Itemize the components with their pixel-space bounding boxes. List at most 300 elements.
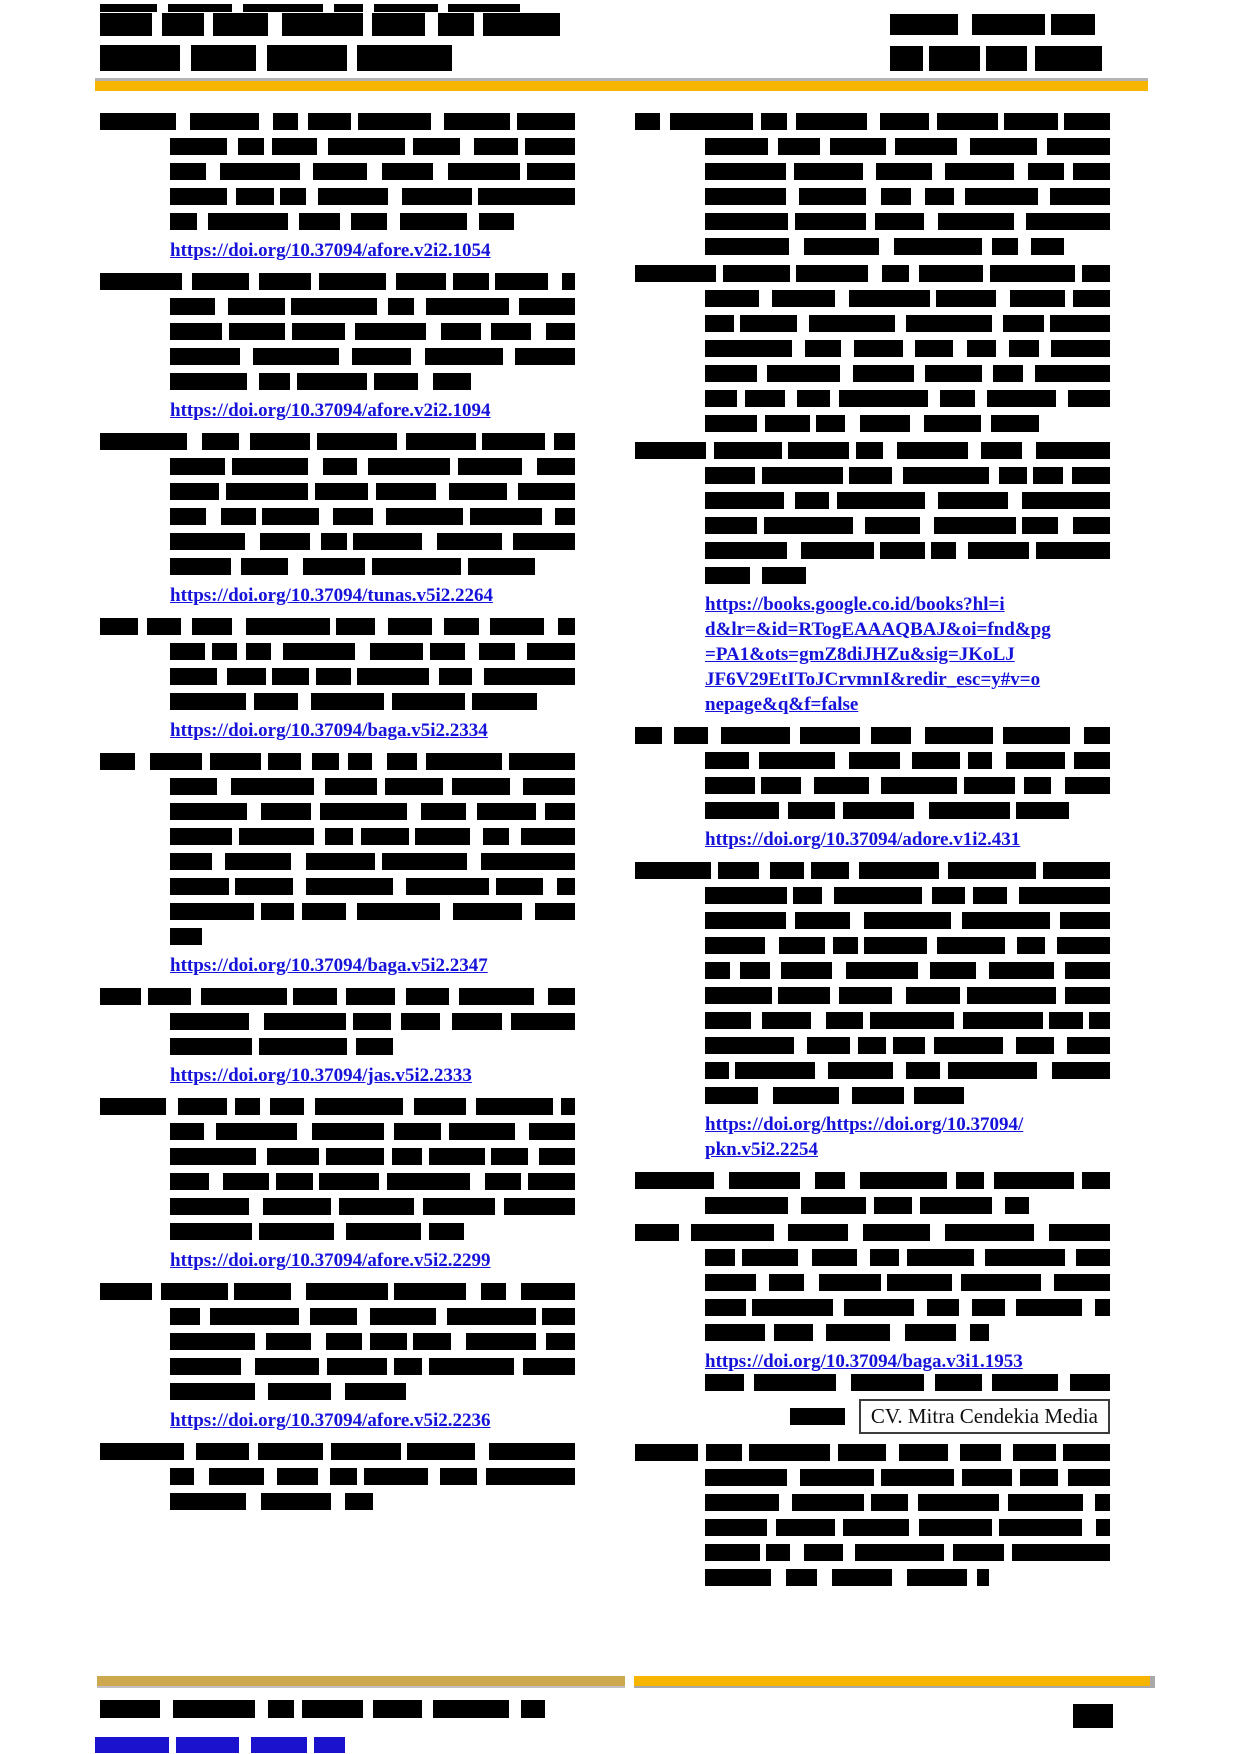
redacted-word (327, 1358, 387, 1375)
redacted-word (272, 668, 309, 685)
redacted-word (795, 912, 850, 929)
redacted-word (1060, 912, 1110, 929)
redacted-word (170, 1333, 255, 1350)
redacted-word (705, 1469, 787, 1486)
redacted-word (635, 1444, 698, 1461)
redacted-word (525, 138, 575, 155)
redacted-word (223, 1173, 269, 1190)
references-column-left (100, 113, 575, 1596)
doi-link[interactable]: https://doi.org/10.37094/baga.v5i2.2347 (170, 955, 488, 976)
redacted-word (752, 1299, 833, 1316)
redacted-word (361, 828, 409, 845)
reference-entry (635, 1172, 1110, 1214)
redacted-word (809, 315, 895, 332)
redacted-word (1035, 365, 1110, 382)
redacted-word (776, 1519, 835, 1536)
doi-link[interactable]: pkn.v5i2.2254 (705, 1139, 818, 1160)
redacted-word (425, 348, 503, 365)
redacted-word (705, 1544, 760, 1561)
redacted-word (843, 802, 914, 819)
redacted-word (940, 390, 975, 407)
redacted-word (353, 533, 422, 550)
redacted-word (394, 1283, 466, 1300)
redacted-word (705, 340, 792, 357)
redacted-word (161, 1283, 228, 1300)
redacted-word (406, 878, 489, 895)
redacted-word (837, 492, 925, 509)
redacted-word (192, 273, 249, 290)
redacted-word (1009, 340, 1039, 357)
redacted-word (1051, 14, 1095, 35)
redacted-word (906, 315, 992, 332)
redacted-word (227, 668, 266, 685)
redacted-word (254, 693, 298, 710)
redacted-word (718, 862, 759, 879)
header-top-strip-redacted (100, 4, 520, 12)
redacted-word (483, 13, 560, 36)
redacted-word (255, 1358, 319, 1375)
redacted-word (401, 1013, 440, 1030)
redacted-word (856, 442, 883, 459)
redacted-text-line (705, 467, 1110, 484)
redacted-word (765, 415, 810, 432)
redacted-word (396, 273, 446, 290)
redacted-word (705, 492, 784, 509)
redacted-text-line (705, 1299, 1110, 1316)
redacted-word (345, 1383, 406, 1400)
redacted-word (796, 265, 868, 282)
redacted-word (705, 1569, 771, 1586)
redacted-word (992, 238, 1018, 255)
redacted-word (1012, 1544, 1110, 1561)
redacted-word (325, 828, 353, 845)
redacted-word (855, 1544, 944, 1561)
redacted-text-line (170, 373, 494, 390)
redacted-word (392, 693, 465, 710)
redacted-text-line (705, 492, 1110, 509)
redacted-word (795, 492, 829, 509)
redacted-word (1065, 962, 1110, 979)
redacted-word (985, 1249, 1065, 1266)
redacted-word (705, 1299, 746, 1316)
redacted-word (333, 508, 373, 525)
redacted-word (468, 558, 535, 575)
redacted-word (705, 777, 755, 794)
redacted-text-line (170, 1223, 474, 1240)
redacted-text-line (705, 138, 1110, 155)
redacted-word (1022, 492, 1110, 509)
redacted-word (1003, 315, 1044, 332)
doi-link[interactable]: https://doi.org/10.37094/adore.v1i2.431 (705, 829, 1021, 850)
redacted-word (238, 138, 264, 155)
redacted-word (170, 853, 212, 870)
redacted-word (319, 273, 386, 290)
redacted-word (170, 1308, 200, 1325)
redacted-word (216, 1123, 297, 1140)
redacted-word (370, 1333, 407, 1350)
redacted-text-line (705, 1037, 1110, 1054)
redacted-word (334, 4, 363, 12)
redacted-text-line (170, 1038, 393, 1055)
redacted-word (761, 113, 787, 130)
redacted-word (439, 668, 472, 685)
redacted-word (705, 1087, 758, 1104)
redacted-word (705, 1374, 744, 1391)
redacted-word (788, 442, 849, 459)
redacted-word (965, 188, 1038, 205)
redacted-word (312, 1123, 384, 1140)
redacted-word (858, 1037, 886, 1054)
redacted-word (170, 1013, 249, 1030)
redacted-word (521, 1283, 575, 1300)
redacted-word (100, 273, 182, 290)
redacted-text-line (705, 987, 1110, 1004)
redacted-word (674, 727, 708, 744)
doi-link[interactable]: =PA1&ots=gmZ8diJHZu&sig=JKoLJ (705, 644, 1015, 665)
redacted-text-line (705, 415, 1049, 432)
redacted-word (264, 1013, 346, 1030)
redacted-word (170, 1198, 249, 1215)
redacted-word (635, 265, 716, 282)
redacted-word (170, 533, 245, 550)
redacted-word (176, 1737, 239, 1753)
redacted-word (299, 213, 340, 230)
redacted-text-line (705, 340, 1110, 357)
redacted-word (251, 1737, 307, 1753)
doi-link[interactable]: https://doi.org/10.37094/afore.v2i2.1054 (170, 240, 491, 261)
doi-link[interactable]: https://doi.org/10.37094/jas.v5i2.2333 (170, 1065, 472, 1086)
redacted-word (999, 467, 1027, 484)
redacted-word (740, 962, 770, 979)
redacted-word (778, 138, 820, 155)
redacted-word (705, 1249, 735, 1266)
redacted-word (545, 803, 575, 820)
redacted-word (346, 1223, 421, 1240)
redacted-word (846, 962, 918, 979)
redacted-word (887, 1274, 952, 1291)
doi-link[interactable]: https://doi.org/10.37094/baga.v5i2.2334 (170, 720, 488, 741)
redacted-word (705, 1494, 779, 1511)
redacted-word (370, 1308, 436, 1325)
doi-link[interactable]: https://doi.org/10.37094/baga.v3i1.1953 (705, 1351, 1023, 1372)
redacted-word (374, 4, 438, 12)
redacted-text-line (170, 213, 514, 230)
redacted-word (962, 912, 1050, 929)
redacted-word (387, 1173, 470, 1190)
redacted-word (528, 1173, 575, 1190)
redacted-text-line (100, 753, 575, 770)
redacted-word (721, 727, 790, 744)
redacted-word (477, 803, 536, 820)
redacted-word (192, 618, 232, 635)
reference-entry (100, 1443, 575, 1510)
redacted-word (259, 1223, 334, 1240)
redacted-word (466, 1333, 536, 1350)
footer-url-redacted[interactable] (95, 1737, 345, 1753)
redacted-word (170, 213, 197, 230)
redacted-word (635, 862, 711, 879)
redacted-word (875, 213, 924, 230)
reference-entry (635, 1444, 1110, 1586)
redacted-word (261, 903, 294, 920)
redacted-word (267, 1148, 319, 1165)
redacted-word (937, 113, 998, 130)
redacted-word (1026, 213, 1110, 230)
redacted-word (705, 1037, 794, 1054)
redacted-word (170, 373, 247, 390)
redacted-word (938, 213, 1014, 230)
redacted-text-line (170, 1383, 413, 1400)
redacted-word (790, 1408, 845, 1425)
redacted-text-line (705, 315, 1110, 332)
redacted-word (860, 1172, 947, 1189)
redacted-word (762, 567, 806, 584)
reference-entry (100, 113, 575, 263)
redacted-word (705, 1274, 756, 1291)
redacted-text-line (170, 1308, 575, 1325)
redacted-word (981, 442, 1022, 459)
redacted-word (970, 138, 1037, 155)
redacted-word (1072, 467, 1110, 484)
redacted-word (705, 365, 757, 382)
redacted-word (221, 508, 256, 525)
doi-link[interactable]: d&lr=&id=RTogEAAAQBAJ&oi=fnd&pg (705, 619, 1051, 640)
redacted-word (968, 542, 1029, 559)
redacted-word (987, 390, 1056, 407)
reference-entry (635, 1224, 1110, 1434)
redacted-word (925, 188, 954, 205)
publisher-row (705, 1399, 1110, 1434)
redacted-word (919, 265, 983, 282)
redacted-word (773, 1087, 839, 1104)
redacted-word (170, 1038, 252, 1055)
redacted-text-line (170, 803, 575, 820)
redacted-word (529, 1123, 575, 1140)
redacted-word (1036, 442, 1110, 459)
redacted-word (1017, 937, 1045, 954)
redacted-word (311, 693, 384, 710)
redacted-word (1067, 1037, 1110, 1054)
redacted-word (956, 1172, 984, 1189)
redacted-word (352, 348, 411, 365)
redacted-text-line (170, 558, 535, 575)
redacted-word (444, 618, 479, 635)
redacted-text-line (705, 1197, 1029, 1214)
redacted-word (481, 853, 575, 870)
redacted-word (262, 508, 319, 525)
redacted-word (705, 1519, 767, 1536)
redacted-word (635, 442, 706, 459)
redacted-word (210, 1308, 299, 1325)
redacted-word (339, 1198, 414, 1215)
redacted-word (382, 163, 433, 180)
redacted-word (770, 862, 804, 879)
redacted-word (1033, 467, 1063, 484)
redacted-word (1051, 340, 1110, 357)
doi-link[interactable]: JF6V29EtIToJCrvmnI&redir_esc=y#v=o (705, 669, 1041, 690)
redacted-word (774, 1324, 813, 1341)
redacted-word (229, 323, 285, 340)
redacted-word (414, 1098, 466, 1115)
redacted-word (302, 903, 346, 920)
redacted-word (881, 777, 957, 794)
reference-entry (635, 442, 1110, 717)
redacted-word (266, 1333, 311, 1350)
redacted-word (423, 1198, 495, 1215)
redacted-text-line (705, 1469, 1110, 1486)
redacted-text-line (705, 238, 1070, 255)
redacted-text-line (100, 1098, 575, 1115)
doi-link[interactable]: https://doi.org/https://doi.org/10.37094/ (705, 1114, 1024, 1135)
redacted-word (839, 390, 928, 407)
redacted-word (515, 348, 575, 365)
redacted-text-line (170, 163, 575, 180)
redacted-word (441, 323, 481, 340)
doi-link[interactable]: https://books.google.co.id/books?hl=i (705, 594, 1005, 615)
redacted-word (830, 138, 886, 155)
redacted-word (372, 13, 425, 36)
redacted-word (170, 298, 215, 315)
redacted-word (811, 862, 849, 879)
redacted-text-line (170, 1468, 575, 1485)
redacted-word (260, 533, 310, 550)
redacted-word (306, 878, 393, 895)
redacted-word (170, 1358, 241, 1375)
redacted-word (705, 517, 757, 534)
redacted-word (795, 213, 866, 230)
reference-entry (635, 727, 1110, 852)
redacted-word (170, 483, 219, 500)
redacted-word (859, 862, 939, 879)
redacted-word (1070, 1374, 1110, 1391)
redacted-text-line (705, 188, 1110, 205)
redacted-word (259, 1038, 347, 1055)
redacted-word (839, 987, 892, 1004)
redacted-text-line (170, 1333, 575, 1350)
redacted-word (938, 492, 1008, 509)
redacted-word (100, 433, 187, 450)
redacted-word (903, 467, 989, 484)
redacted-word (705, 887, 787, 904)
redacted-word (635, 1172, 714, 1189)
doi-link[interactable]: https://doi.org/10.37094/afore.v5i2.2236 (170, 1410, 491, 1431)
redacted-word (762, 467, 843, 484)
redacted-text-line (705, 567, 806, 584)
redacted-word (1016, 1299, 1082, 1316)
redacted-word (967, 340, 996, 357)
redacted-text-line (170, 668, 575, 685)
redacted-word (373, 1700, 422, 1718)
redacted-word (912, 752, 960, 769)
redacted-text-line (635, 727, 1110, 744)
redacted-word (326, 1148, 384, 1165)
redacted-word (170, 1173, 209, 1190)
redacted-word (306, 1283, 388, 1300)
redacted-word (740, 315, 797, 332)
redacted-word (277, 1468, 318, 1485)
redacted-word (523, 1358, 575, 1375)
redacted-text-line (705, 1544, 1110, 1561)
redacted-word (801, 542, 874, 559)
redacted-text-line (170, 508, 575, 525)
redacted-word (705, 163, 786, 180)
redacted-word (440, 1468, 477, 1485)
doi-link[interactable]: nepage&q&f=false (705, 694, 859, 715)
footer-rule-right (634, 1676, 1155, 1688)
redacted-word (705, 315, 734, 332)
redacted-word (561, 1098, 575, 1115)
redacted-word (814, 777, 869, 794)
header-rule (95, 78, 1148, 91)
redacted-word (202, 433, 239, 450)
redacted-word (320, 803, 407, 820)
doi-link[interactable]: https://doi.org/10.37094/afore.v5i2.2299 (170, 1250, 491, 1271)
redacted-text-line (705, 163, 1110, 180)
redacted-word (348, 753, 372, 770)
redacted-word (100, 753, 135, 770)
redacted-word (312, 753, 339, 770)
redacted-word (168, 4, 232, 12)
redacted-word (402, 188, 472, 205)
redacted-word (990, 265, 1075, 282)
redacted-word (792, 1494, 864, 1511)
doi-link[interactable]: https://doi.org/10.37094/afore.v2i2.1094 (170, 400, 491, 421)
redacted-word (914, 1087, 964, 1104)
redacted-text-line (170, 298, 575, 315)
redacted-word (234, 1283, 291, 1300)
redacted-word (170, 928, 202, 945)
doi-link[interactable]: https://doi.org/10.37094/tunas.v5i2.2264 (170, 585, 494, 606)
redacted-text-line (635, 1444, 1110, 1461)
redacted-word (1063, 1444, 1110, 1461)
redacted-word (100, 4, 157, 12)
redacted-word (170, 828, 232, 845)
redacted-word (481, 1283, 506, 1300)
redacted-word (870, 1249, 899, 1266)
redacted-word (1003, 727, 1070, 744)
redacted-word (170, 778, 217, 795)
redacted-word (100, 13, 152, 36)
redacted-word (714, 442, 782, 459)
redacted-word (268, 1700, 294, 1718)
redacted-word (267, 45, 347, 71)
reference-entry (100, 433, 575, 608)
redacted-word (749, 1444, 830, 1461)
redacted-word (170, 1123, 204, 1140)
redacted-word (871, 1494, 908, 1511)
redacted-word (170, 693, 246, 710)
redacted-word (170, 643, 205, 660)
redacted-text-line (170, 928, 202, 945)
redacted-word (849, 467, 892, 484)
reference-entry (100, 1283, 575, 1433)
redacted-word (706, 1444, 742, 1461)
redacted-text-line (100, 273, 575, 290)
redacted-word (972, 14, 1045, 35)
redacted-text-line (705, 1274, 1110, 1291)
redacted-word (170, 1383, 255, 1400)
redacted-word (476, 1098, 553, 1115)
redacted-word (705, 415, 757, 432)
redacted-word (548, 988, 575, 1005)
redacted-word (705, 390, 737, 407)
redacted-word (336, 618, 375, 635)
redacted-text-line (635, 1172, 1110, 1189)
redacted-word (843, 1519, 909, 1536)
redacted-word (491, 1148, 528, 1165)
redacted-word (1068, 1469, 1110, 1486)
redacted-word (170, 138, 227, 155)
